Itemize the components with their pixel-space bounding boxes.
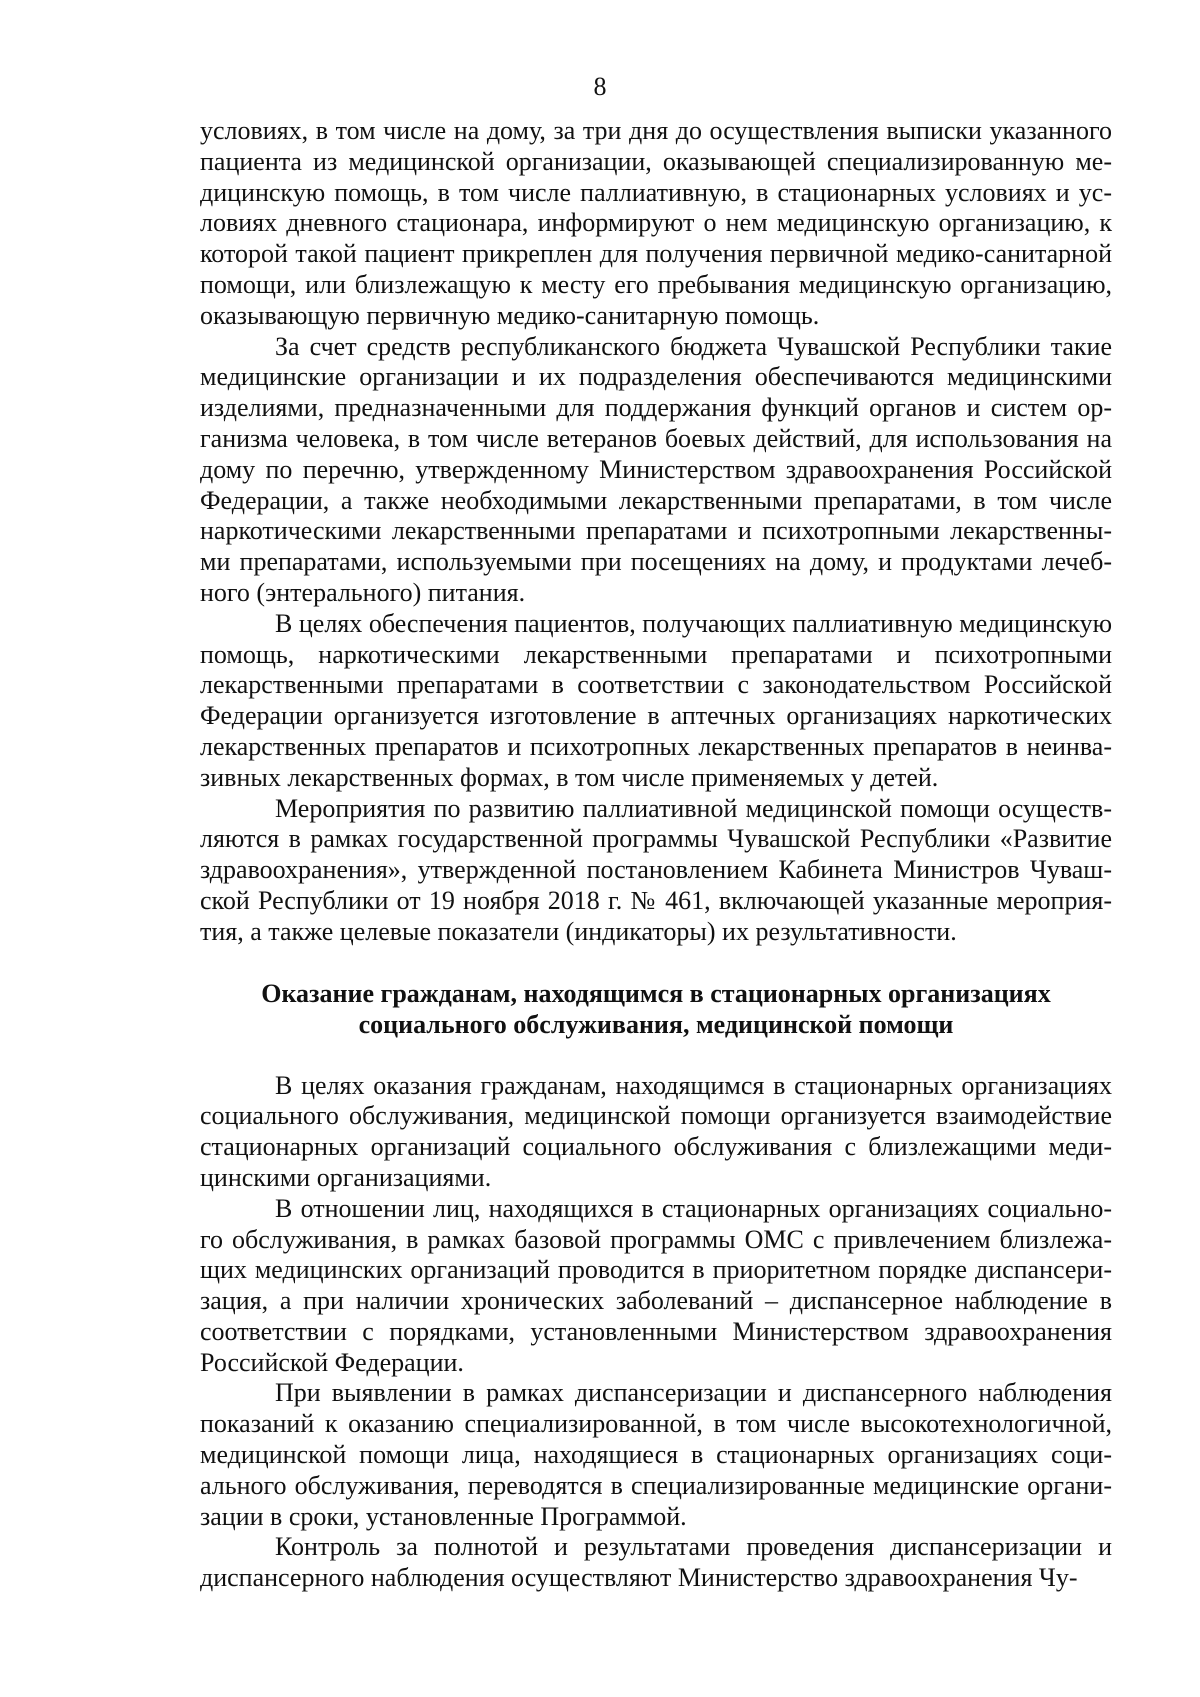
section-heading-line-1: Оказание гражданам, находящимся в стационарных организациях [261, 978, 1051, 1008]
paragraph: Контроль за полнотой и результатами проведения диспансеризации и диспансерного наблюдения осуществляют Министерство здравоохранения Чу- [200, 1532, 1112, 1593]
section-heading-line-2: социального обслуживания, медицинской помощи [358, 1009, 954, 1039]
paragraph: За счет средств республиканского бюджета Чувашской Республики такие медицинские организации и их подразделения обеспечиваются медицинскими изделиями, предназначенными для поддержания функций органов и систем организма человека, в том числе ветеранов боевых действий, для использования на дому по перечню, утвержденному Министерством здравоохранения Российской Федерации, а также необходимыми лекарственными препаратами, в том числе наркотическими лекарственными препаратами и психотропными лекарственными препаратами, используемыми при посещениях на дому, и продуктами лечебного (энтерального) питания. [200, 331, 1112, 607]
paragraph: В отношении лиц, находящихся в стационарных организациях социального обслуживания, в рамках базовой программы ОМС с привлечением близлежащих медицинских организаций проводится в приоритетном порядке диспансеризация, а при наличии хронических заболеваний – диспансерное наблюдение в соответствии с порядками, установленными Министерством здравоохранения Российской Федерации. [200, 1193, 1112, 1377]
page-number: 8 [593, 72, 607, 101]
document-body [200, 116, 1112, 1594]
section-heading [200, 978, 1112, 1040]
paragraph: В целях обеспечения пациентов, получающих паллиативную медицинскую помощь, наркотическими лекарственными препаратами и психотропными лекарственными препаратами в соответствии с законодательством Российской Федерации организуется изготовление в аптечных организациях наркотических лекарственных препаратов и психотропных лекарственных препаратов в неинвазивных лекарственных формах, в том числе применяемых у детей. [200, 608, 1112, 792]
paragraph: условиях, в том числе на дому, за три дня до осуществления выписки указанного пациента из медицинской организации, оказывающей специализированную медицинскую помощь, в том числе паллиативную, в стационарных условиях и условиях дневного стационара, информируют о нем медицинскую организацию, к которой такой пациент прикреплен для получения первичной медико-санитарной помощи, или близлежащую к месту его пребывания медицинскую организацию, оказывающую первичную медико-санитарную помощь. [200, 116, 1112, 330]
paragraph: Мероприятия по развитию паллиативной медицинской помощи осуществляются в рамках государственной программы Чувашской Республики «Развитие здравоохранения», утвержденной постановлением Кабинета Министров Чувашской Республики от 19 ноября 2018 г. № 461, включающей указанные мероприятия, а также целевые показатели (индикаторы) их результативности. [200, 793, 1112, 946]
paragraph: При выявлении в рамках диспансеризации и диспансерного наблюдения показаний к оказанию специализированной, в том числе высокотехнологичной, медицинской помощи лица, находящиеся в стационарных организациях социального обслуживания, переводятся в специализированные медицинские организации в сроки, установленные Программой. [200, 1378, 1112, 1531]
paragraph: В целях оказания гражданам, находящимся в стационарных организациях социального обслуживания, медицинской помощи организуется взаимодействие стационарных организаций социального обслуживания с близлежащими медицинскими организациями. [200, 1070, 1112, 1192]
